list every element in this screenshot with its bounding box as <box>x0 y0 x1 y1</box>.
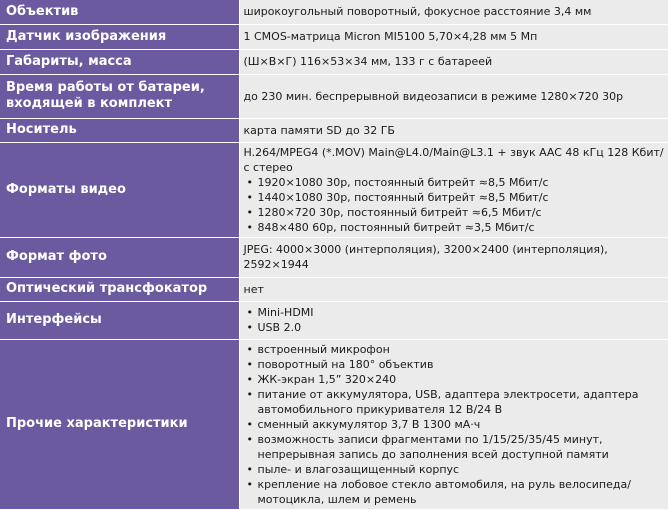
spec-row-zoom <box>0 277 668 301</box>
spec-label: Габариты, масса <box>0 49 239 74</box>
spec-row-interfaces <box>0 301 668 339</box>
list-item: • сменный аккумулятор 3,7 В 1300 мА·ч <box>244 417 665 432</box>
spec-value <box>239 142 668 237</box>
spec-value: карта памяти SD до 32 ГБ <box>239 118 668 142</box>
list-item: • 848×480 60p, постоянный битрейт ≈3,5 Мбит/с <box>244 220 665 235</box>
list-item: • крепление на лобовое стекло автомобиля, на руль велосипеда/мотоцикла, шлем и ремень <box>244 477 665 507</box>
list-item: • встроенный микрофон <box>244 342 665 357</box>
list-item: • 1440×1080 30p, постоянный битрейт ≈8,5 Мбит/с <box>244 190 665 205</box>
list-item: • ЖК-экран 1,5” 320×240 <box>244 372 665 387</box>
spec-value: нет <box>239 277 668 301</box>
spec-label: Время работы от батареи, входящей в комплект <box>0 74 239 118</box>
spec-label: Форматы видео <box>0 142 239 237</box>
video-codec-text: H.264/MPEG4 (*.MOV) Main@L4.0/Main@L3.1 + звук AAC 48 кГц 128 Кбит/с стерео <box>243 145 664 174</box>
spec-value <box>239 301 668 339</box>
spec-label: Формат фото <box>0 237 239 277</box>
spec-label: Прочие характеристики <box>0 339 239 509</box>
spec-row-video-formats <box>0 142 668 237</box>
list-item: • Mini-HDMI <box>244 305 665 320</box>
interfaces-list <box>244 305 665 335</box>
spec-value <box>239 339 668 509</box>
spec-row-dimensions <box>0 49 668 74</box>
list-item: • питание от аккумулятора, USB, адаптера электросети, адаптера автомобильного прикуривателя 12 В/24 В <box>244 387 665 417</box>
list-item: • USB 2.0 <box>244 320 665 335</box>
spec-value: широкоугольный поворотный, фокусное расстояние 3,4 мм <box>239 0 668 24</box>
spec-row-sensor <box>0 24 668 49</box>
spec-value: (Ш×В×Г) 116×53×34 мм, 133 г с батареей <box>239 49 668 74</box>
spec-row-battery <box>0 74 668 118</box>
spec-label: Носитель <box>0 118 239 142</box>
list-item: • 1280×720 30p, постоянный битрейт ≈6,5 Мбит/с <box>244 205 665 220</box>
list-item: • возможность записи фрагментами по 1/15/25/35/45 минут, непрерывная запись до заполнения всей доступной памяти <box>244 432 665 462</box>
list-item: • 1920×1080 30p, постоянный битрейт ≈8,5 Мбит/с <box>244 175 665 190</box>
video-modes-list <box>244 175 665 235</box>
spec-label: Датчик изображения <box>0 24 239 49</box>
spec-label: Интерфейсы <box>0 301 239 339</box>
spec-value: до 230 мин. беспрерывной видеозаписи в режиме 1280×720 30р <box>239 74 668 118</box>
spec-label: Объектив <box>0 0 239 24</box>
list-item: • пыле- и влагозащищенный корпус <box>244 462 665 477</box>
spec-value: JPEG: 4000×3000 (интерполяция), 3200×2400 (интерполяция), 2592×1944 <box>239 237 668 277</box>
list-item: • поворотный на 180° объектив <box>244 357 665 372</box>
spec-row-photo-format <box>0 237 668 277</box>
spec-value: 1 CMOS-матрица Micron MI5100 5,70×4,28 мм 5 Мп <box>239 24 668 49</box>
spec-label: Оптический трансфокатор <box>0 277 239 301</box>
spec-row-other <box>0 339 668 509</box>
spec-row-lens <box>0 0 668 24</box>
other-features-list <box>244 342 665 507</box>
spec-row-media <box>0 118 668 142</box>
